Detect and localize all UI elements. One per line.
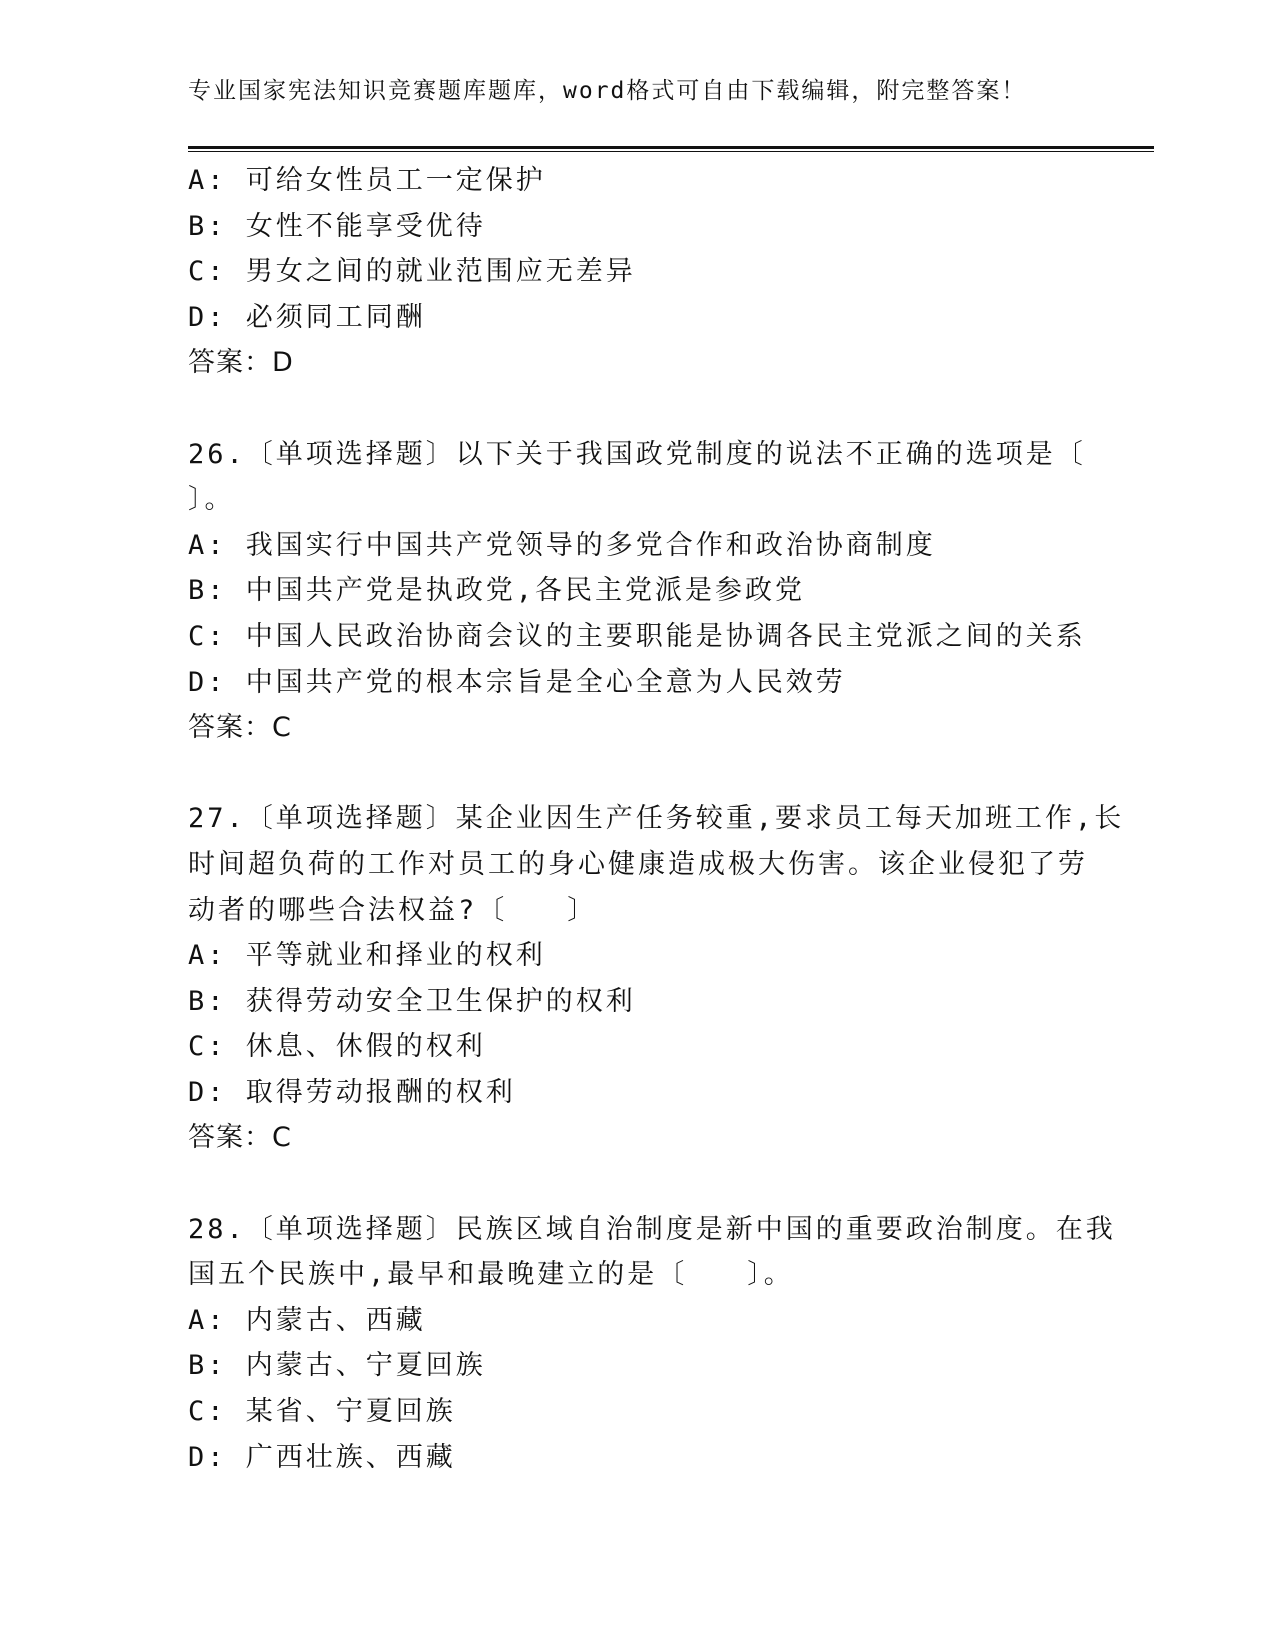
option-c: C: 男女之间的就业范围应无差异 xyxy=(188,256,636,288)
question-stem-line: 动者的哪些合法权益?〔 〕 xyxy=(188,894,598,926)
question-block-27 xyxy=(188,796,1125,1161)
question-block-28 xyxy=(188,1207,1116,1481)
question-block-25 xyxy=(188,158,1088,386)
answer-line: 答案：C xyxy=(188,712,292,744)
option-c: C: 休息、休假的权利 xyxy=(188,1031,486,1063)
option-a: A: 可给女性员工一定保护 xyxy=(188,165,546,196)
question-stem-line: 28.〔单项选择题〕民族区域自治制度是新中国的重要政治制度。在我 xyxy=(188,1213,1116,1245)
answer-line: 答案：C xyxy=(188,1122,292,1154)
option-c: C: 某省、宁夏回族 xyxy=(188,1396,456,1428)
option-a: A: 平等就业和择业的权利 xyxy=(188,940,546,972)
option-b: B: 内蒙古、宁夏回族 xyxy=(188,1350,486,1382)
question-stem-line: 国五个民族中,最早和最晚建立的是〔 〕。 xyxy=(188,1259,794,1291)
header-rule-thin xyxy=(188,151,1154,152)
option-c: C: 中国人民政治协商会议的主要职能是协调各民主党派之间的关系 xyxy=(188,620,1086,652)
option-d: D: 广西壮族、西藏 xyxy=(188,1441,456,1473)
answer-line: 答案：D xyxy=(188,347,294,379)
option-b: B: 中国共产党是执政党,各民主党派是参政党 xyxy=(188,575,806,607)
option-a: A: 内蒙古、西藏 xyxy=(188,1304,426,1336)
document-header: 专业国家宪法知识竞赛题库题库，word格式可自由下载编辑，附完整答案！ xyxy=(188,78,1027,104)
spacer xyxy=(188,386,1088,432)
spacer xyxy=(188,1161,1088,1207)
option-d: D: 必须同工同酬 xyxy=(188,301,426,333)
option-d: D: 取得劳动报酬的权利 xyxy=(188,1076,516,1108)
question-stem-line: 27.〔单项选择题〕某企业因生产任务较重,要求员工每天加班工作,长 xyxy=(188,803,1125,835)
question-block-26 xyxy=(188,432,1088,751)
question-stem-line: 〕。 xyxy=(188,484,235,516)
question-stem-line: 时间超负荷的工作对员工的身心健康造成极大伤害。该企业侵犯了劳 xyxy=(188,848,1088,880)
option-b: B: 获得劳动安全卫生保护的权利 xyxy=(188,985,636,1017)
option-b: B: 女性不能享受优待 xyxy=(188,210,486,242)
option-d: D: 中国共产党的根本宗旨是全心全意为人民效劳 xyxy=(188,666,846,698)
document-body xyxy=(188,158,1125,1480)
question-stem-line: 26.〔单项选择题〕以下关于我国政党制度的说法不正确的选项是〔 xyxy=(188,438,1086,470)
spacer xyxy=(188,751,1088,797)
option-a: A: 我国实行中国共产党领导的多党合作和政治协商制度 xyxy=(188,529,936,561)
header-rule-thick xyxy=(188,146,1154,149)
